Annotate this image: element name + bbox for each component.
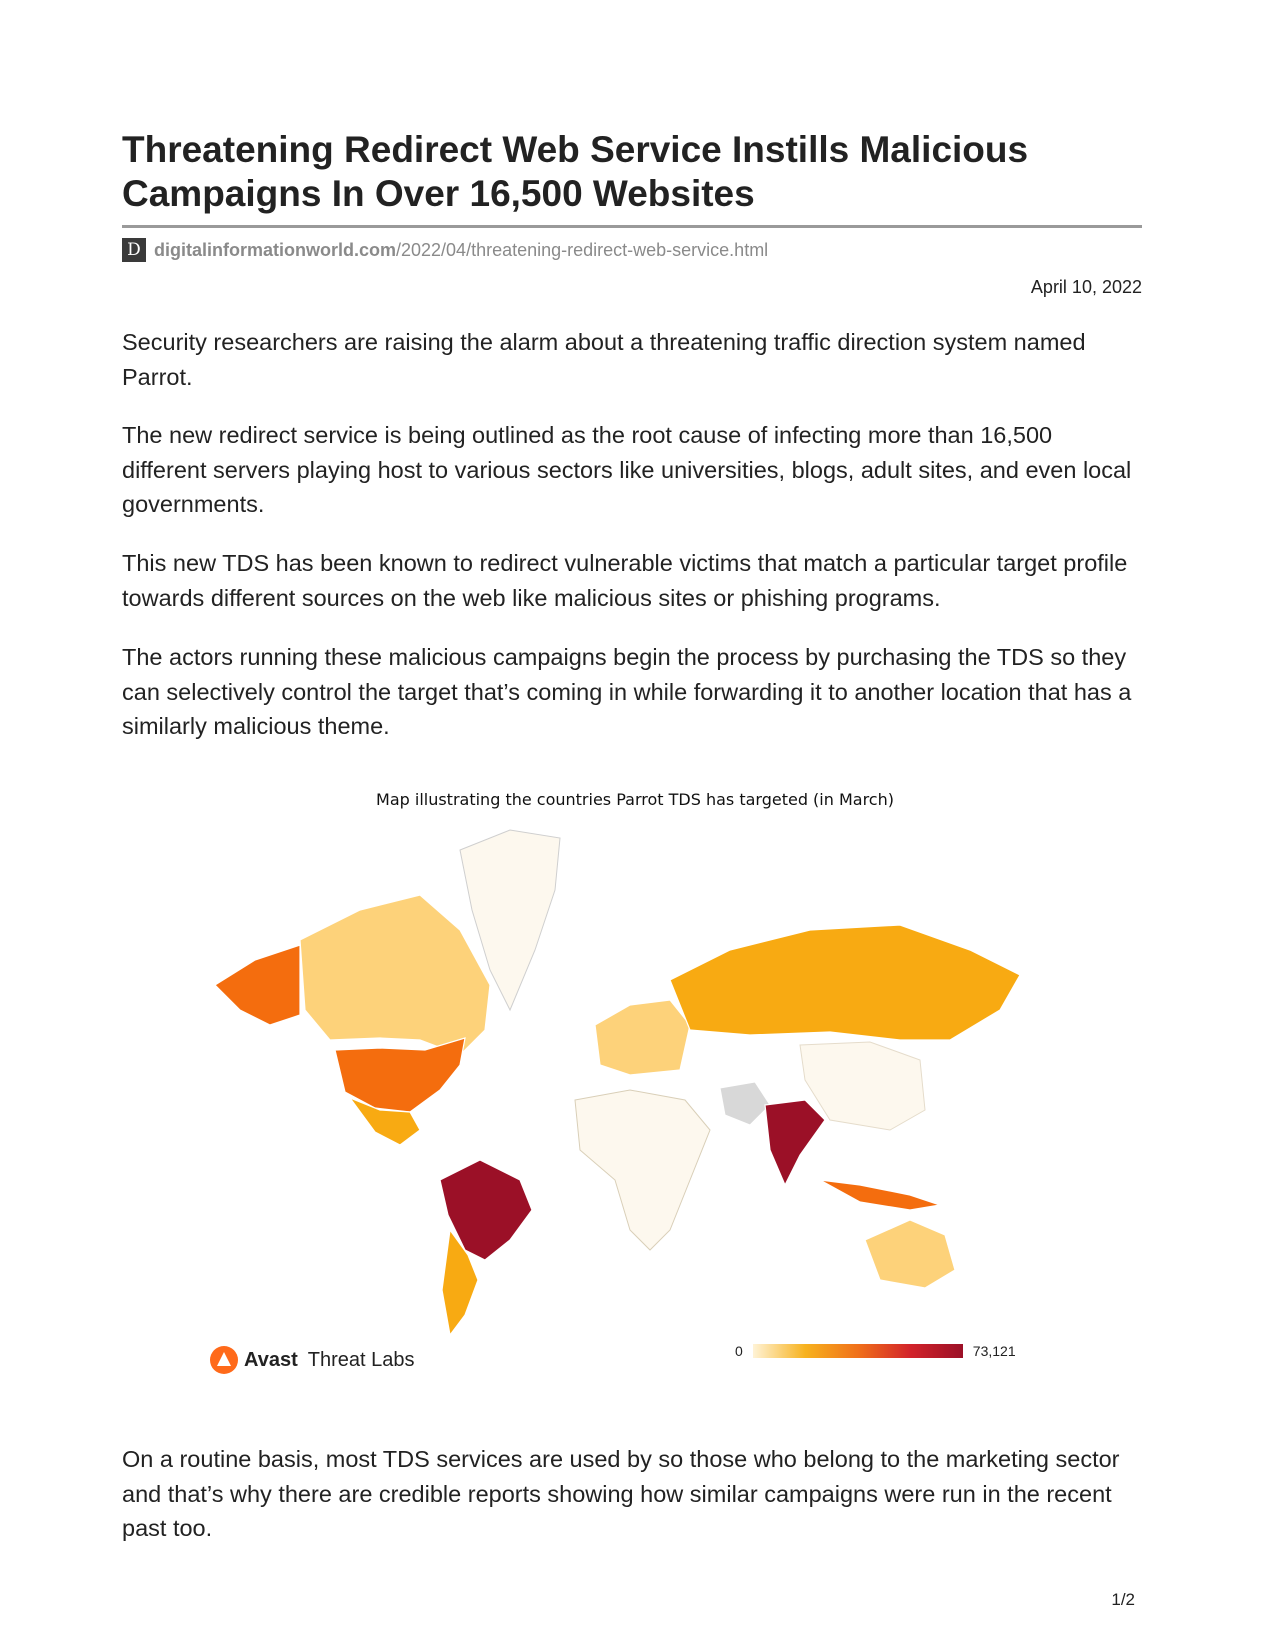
avast-name: Avast (244, 1348, 298, 1371)
source-path[interactable]: /2022/04/threatening-redirect-web-service.html (396, 239, 769, 260)
map-region-africa (575, 1090, 710, 1250)
map-region-india (765, 1100, 825, 1185)
world-map (210, 810, 1080, 1360)
map-figure (210, 790, 1080, 1380)
source-url[interactable] (154, 240, 768, 261)
avast-logo-icon (210, 1346, 238, 1374)
paragraph: The new redirect service is being outlined as the root cause of infecting more than 16,500 different servers playing host to various sectors like universities, blogs, adult sites, and even local governments. (122, 422, 1132, 517)
paragraph: On a routine basis, most TDS services are used by so those who belong to the marketing sector and that’s why there are credible reports showing how similar campaigns were run in the recent past too. (122, 1446, 1120, 1541)
paragraph: This new TDS has been known to redirect vulnerable victims that match a particular target profile towards different sources on the web like malicious sites or phishing programs. (122, 550, 1128, 611)
map-region-russia (670, 925, 1020, 1040)
map-region-europe (595, 1000, 690, 1075)
legend-min: 0 (735, 1343, 743, 1359)
paragraph: Security researchers are raising the alarm about a threatening traffic direction system named Parrot. (122, 329, 1086, 390)
paragraph: The actors running these malicious campaigns begin the process by purchasing the TDS so they can selectively control the target that’s coming in while forwarding it to another location that has a similarly malicious theme. (122, 644, 1132, 739)
site-favicon-icon: D (122, 238, 146, 262)
map-legend (735, 1343, 1016, 1359)
source-row (122, 238, 768, 262)
map-region-canada (300, 895, 490, 1055)
map-region-australia (865, 1220, 955, 1288)
map-caption: Map illustrating the countries Parrot TDS has targeted (in March) (376, 790, 894, 809)
article-title: Threatening Redirect Web Service Instills Malicious Campaigns In Over 16,500 Websites (122, 129, 1029, 214)
avast-sub: Threat Labs (307, 1348, 415, 1371)
map-region-indonesia (820, 1180, 940, 1210)
map-region-alaska (215, 945, 300, 1025)
legend-max: 73,121 (972, 1343, 1016, 1359)
legend-gradient (753, 1344, 963, 1358)
avast-brand (210, 1346, 414, 1374)
publish-date: April 10, 2022 (1030, 277, 1142, 297)
map-region-iran (720, 1082, 770, 1125)
page-number: 1/2 (1111, 1590, 1135, 1609)
title-divider (122, 225, 1142, 228)
source-domain[interactable]: digitalinformationworld.com (154, 239, 396, 260)
